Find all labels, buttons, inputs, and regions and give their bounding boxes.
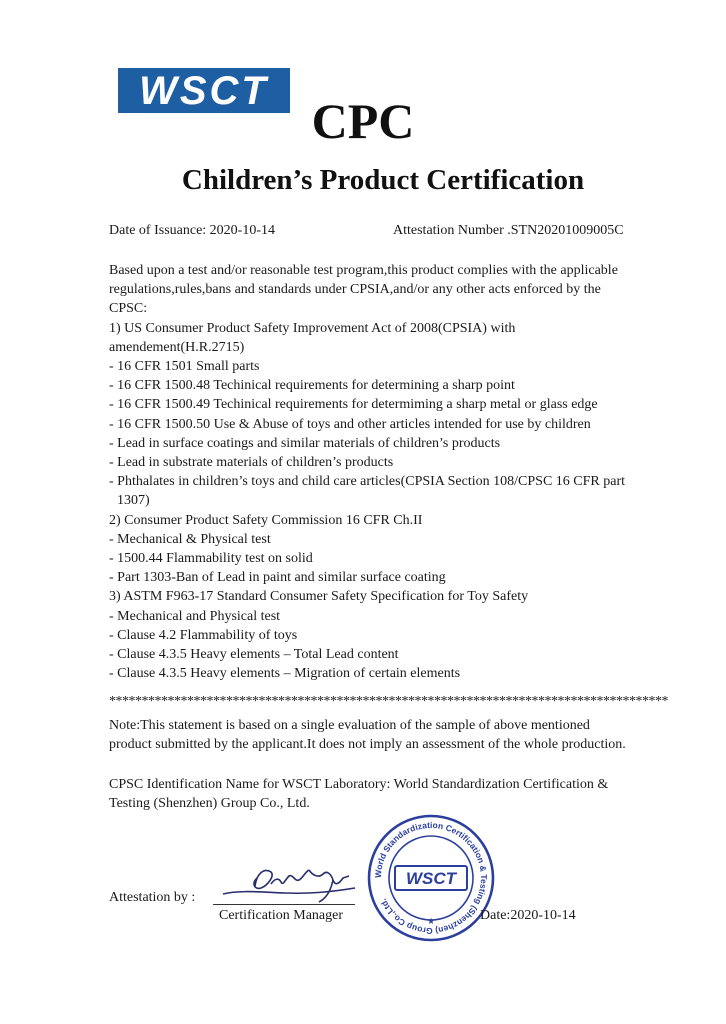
body-line: - Mechanical and Physical test [109, 608, 281, 624]
note-line: Note:This statement is based on a single evaluation of the sample of above mentioned [109, 718, 590, 733]
body-line: - 16 CFR 1501 Small parts [109, 359, 260, 375]
body-line: 1307) [117, 493, 150, 509]
body-line: CPSC: [109, 301, 148, 317]
document-subtitle: Children’s Product Certification [181, 164, 585, 196]
document-title: CPC [311, 93, 415, 149]
compliance-body [109, 261, 679, 683]
body-line: 2) Consumer Product Safety Commission 16 CFR Ch.II [109, 512, 423, 528]
body-line: Based upon a test and/or reasonable test program,this product complies with the applicable [109, 263, 618, 278]
attestation-by-label: Attestation by : [109, 890, 196, 905]
body-line: regulations,rules,bans and standards under CPSIA,and/or any other acts enforced by the [109, 282, 601, 298]
note-line: product submitted by the applicant.It does not imply an assessment of the whole production. [109, 737, 626, 753]
body-line: - 16 CFR 1500.48 Techinical requirements for determining a sharp point [109, 378, 515, 394]
attestation-number: Attestation Number .STN20201009005C [393, 223, 624, 238]
body-line: - Clause 4.2 Flammability of toys [109, 627, 298, 643]
company-seal-icon [367, 814, 495, 942]
separator-stars: ************************************************************************************** [109, 695, 668, 709]
body-line: - Lead in substrate materials of children’s products [109, 455, 394, 471]
body-line: - Mechanical & Physical test [109, 531, 271, 547]
body-line: - 1500.44 Flammability test on solid [109, 551, 313, 567]
body-line: 1) US Consumer Product Safety Improvement Act of 2008(CPSIA) with [109, 320, 516, 336]
body-line: - Clause 4.3.5 Heavy elements – Migration of certain elements [109, 666, 461, 682]
certification-date: Date:2020-10-14 [480, 908, 576, 923]
body-line: - Part 1303-Ban of Lead in paint and similar surface coating [109, 570, 446, 586]
certification-manager-label: Certification Manager [219, 908, 344, 923]
signature-line [213, 904, 355, 905]
body-line: - Clause 4.3.5 Heavy elements – Total Lead content [109, 647, 399, 663]
lab-line: Testing (Shenzhen) Group Co., Ltd. [109, 796, 310, 812]
seal-center-text: WSCT [405, 869, 457, 888]
body-line: - Phthalates in children’s toys and child care articles(CPSIA Section 108/CPSC 16 CFR part [109, 474, 626, 490]
svg-text:★: ★ [426, 917, 436, 927]
signature-icon [215, 860, 360, 908]
body-line: - 16 CFR 1500.49 Techinical requirements for determiming a sharp metal or glass edge [109, 397, 598, 413]
lab-line: CPSC Identification Name for WSCT Laboratory: World Standardization Certification & [109, 777, 609, 792]
issuance-date: Date of Issuance: 2020-10-14 [109, 223, 276, 238]
body-line: - 16 CFR 1500.50 Use & Abuse of toys and other articles intended for use by children [109, 416, 591, 432]
body-line: 3) ASTM F963-17 Standard Consumer Safety Specification for Toy Safety [109, 589, 529, 605]
lab-identification [109, 775, 679, 813]
body-line: amendement(H.R.2715) [109, 339, 245, 355]
logo-text: WSCT [139, 68, 269, 113]
note-paragraph [109, 716, 679, 754]
body-line: - Lead in surface coatings and similar materials of children’s products [109, 435, 501, 451]
seal-ring-text: World Standardization Certification & Testing (Shenzhen) Group Co.,Ltd. [372, 819, 490, 937]
